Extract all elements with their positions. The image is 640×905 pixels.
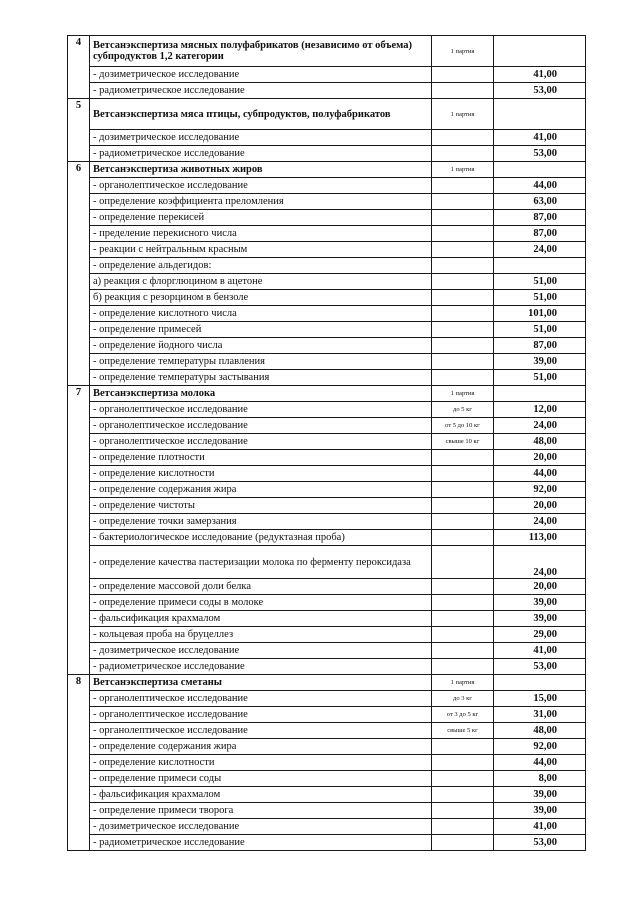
unit-cell: [432, 450, 494, 466]
price-cell: 53,00: [494, 146, 586, 162]
price-cell: 101,00: [494, 306, 586, 322]
price-cell: 87,00: [494, 210, 586, 226]
service-name: - определение коэффициента преломления: [90, 194, 432, 210]
unit-cell: [432, 194, 494, 210]
service-name: - определение примеси творога: [90, 803, 432, 819]
table-row: [68, 498, 586, 514]
table-row: [68, 787, 586, 803]
section-title: Ветсанэкспертиза молока: [90, 386, 432, 402]
service-name: - определение содержания жира: [90, 739, 432, 755]
price-cell: 24,00: [494, 546, 586, 579]
section-header-row: [68, 36, 586, 67]
unit-cell: [432, 755, 494, 771]
service-name: - дозиметрическое исследование: [90, 643, 432, 659]
unit-cell: [432, 274, 494, 290]
price-cell: 41,00: [494, 130, 586, 146]
price-cell: 41,00: [494, 643, 586, 659]
unit-cell: [432, 130, 494, 146]
service-name: - дозиметрическое исследование: [90, 819, 432, 835]
service-name: - органолептическое исследование: [90, 178, 432, 194]
service-name: - органолептическое исследование: [90, 723, 432, 739]
service-name: - определение перекисей: [90, 210, 432, 226]
unit-cell: 1 партия: [432, 386, 494, 402]
unit-cell: [432, 210, 494, 226]
service-name: - определение плотности: [90, 450, 432, 466]
price-cell: 51,00: [494, 322, 586, 338]
unit-cell: [432, 258, 494, 274]
table-row: [68, 771, 586, 787]
price-cell: 12,00: [494, 402, 586, 418]
unit-cell: [432, 514, 494, 530]
price-cell: 92,00: [494, 482, 586, 498]
table-row: [68, 178, 586, 194]
table-row: [68, 611, 586, 627]
price-cell: 20,00: [494, 579, 586, 595]
price-cell: 87,00: [494, 338, 586, 354]
table-row: [68, 514, 586, 530]
service-name: - определение точки замерзания: [90, 514, 432, 530]
price-cell: 41,00: [494, 67, 586, 83]
service-name: - органолептическое исследование: [90, 402, 432, 418]
price-cell: 20,00: [494, 498, 586, 514]
section-number: 7: [68, 386, 90, 675]
price-cell: 44,00: [494, 755, 586, 771]
section-number: 5: [68, 99, 90, 162]
service-name: - реакции с нейтральным красным: [90, 242, 432, 258]
price-cell: 51,00: [494, 370, 586, 386]
unit-cell: [432, 611, 494, 627]
price-cell: [494, 258, 586, 274]
table-row: [68, 482, 586, 498]
price-cell: 15,00: [494, 691, 586, 707]
unit-cell: [432, 83, 494, 99]
section-title: Ветсанэкспертиза животных жиров: [90, 162, 432, 178]
service-name: - определение кислотности: [90, 466, 432, 482]
service-name: - определение примесей: [90, 322, 432, 338]
table-row: [68, 146, 586, 162]
price-cell: 41,00: [494, 819, 586, 835]
unit-cell: [432, 595, 494, 611]
section-number: 8: [68, 675, 90, 851]
table-row: [68, 434, 586, 450]
table-row: [68, 242, 586, 258]
price-cell: 24,00: [494, 242, 586, 258]
price-cell: 51,00: [494, 290, 586, 306]
table-row: [68, 579, 586, 595]
service-name: - определение содержания жира: [90, 482, 432, 498]
table-row: [68, 803, 586, 819]
unit-cell: [432, 787, 494, 803]
table-row: [68, 530, 586, 546]
table-row: [68, 130, 586, 146]
unit-cell: [432, 530, 494, 546]
table-row: [68, 67, 586, 83]
section-header-row: [68, 162, 586, 178]
service-name: - определение примеси соды: [90, 771, 432, 787]
table-row: [68, 819, 586, 835]
price-cell: 92,00: [494, 739, 586, 755]
unit-cell: свыше 5 кг: [432, 723, 494, 739]
unit-cell: до 3 кг: [432, 691, 494, 707]
table-row: [68, 659, 586, 675]
table-row: [68, 402, 586, 418]
unit-cell: 1 партия: [432, 162, 494, 178]
unit-cell: [432, 579, 494, 595]
unit-cell: [432, 803, 494, 819]
table-row: [68, 338, 586, 354]
table-row: [68, 194, 586, 210]
unit-cell: [432, 370, 494, 386]
table-row: [68, 290, 586, 306]
table-row: [68, 354, 586, 370]
service-name: - определение температуры плавления: [90, 354, 432, 370]
unit-cell: [432, 226, 494, 242]
table-row: [68, 835, 586, 851]
unit-cell: [432, 627, 494, 643]
service-name: - определение массовой доли белка: [90, 579, 432, 595]
section-number: 4: [68, 36, 90, 99]
price-cell: 24,00: [494, 418, 586, 434]
unit-cell: [432, 498, 494, 514]
price-cell: 31,00: [494, 707, 586, 723]
price-cell: 39,00: [494, 611, 586, 627]
price-cell: [494, 675, 586, 691]
table-row: [68, 274, 586, 290]
service-name: - кольцевая проба на бруцеллез: [90, 627, 432, 643]
service-name: - органолептическое исследование: [90, 418, 432, 434]
price-table: [67, 35, 586, 851]
price-cell: 53,00: [494, 835, 586, 851]
service-name: - определение йодного числа: [90, 338, 432, 354]
service-name: - радиометрическое исследование: [90, 659, 432, 675]
table-row: [68, 258, 586, 274]
price-cell: 44,00: [494, 178, 586, 194]
unit-cell: [432, 643, 494, 659]
price-cell: 24,00: [494, 514, 586, 530]
unit-cell: 1 партия: [432, 675, 494, 691]
price-cell: 113,00: [494, 530, 586, 546]
table-row: [68, 450, 586, 466]
table-row: [68, 306, 586, 322]
price-cell: [494, 99, 586, 130]
unit-cell: [432, 819, 494, 835]
price-cell: 39,00: [494, 803, 586, 819]
service-name: - радиометрическое исследование: [90, 146, 432, 162]
table-row: [68, 755, 586, 771]
unit-cell: [432, 146, 494, 162]
unit-cell: [432, 67, 494, 83]
service-name: - определение кислотности: [90, 755, 432, 771]
service-name: - пределение перекисного числа: [90, 226, 432, 242]
table-row: [68, 691, 586, 707]
table-row: [68, 466, 586, 482]
price-cell: 39,00: [494, 787, 586, 803]
unit-cell: [432, 322, 494, 338]
service-name: - дозиметрическое исследование: [90, 130, 432, 146]
service-name: - радиометрическое исследование: [90, 835, 432, 851]
table-row: [68, 707, 586, 723]
price-cell: 53,00: [494, 83, 586, 99]
unit-cell: до 5 кг: [432, 402, 494, 418]
unit-cell: [432, 306, 494, 322]
table-row: [68, 210, 586, 226]
unit-cell: [432, 659, 494, 675]
price-cell: 29,00: [494, 627, 586, 643]
service-name: - органолептическое исследование: [90, 691, 432, 707]
price-cell: [494, 386, 586, 402]
unit-cell: [432, 466, 494, 482]
service-name: б) реакция с резорцином в бензоле: [90, 290, 432, 306]
unit-cell: [432, 771, 494, 787]
price-cell: 51,00: [494, 274, 586, 290]
table-row: [68, 370, 586, 386]
unit-cell: [432, 482, 494, 498]
service-name: а) реакция с флорглюцином в ацетоне: [90, 274, 432, 290]
service-name: - бактериологическое исследование (редуктазная проба): [90, 530, 432, 546]
section-header-row: [68, 675, 586, 691]
unit-cell: [432, 739, 494, 755]
unit-cell: [432, 338, 494, 354]
service-name: - определение альдегидов:: [90, 258, 432, 274]
service-name: - определение качества пастеризации молока по ферменту пероксидаза: [90, 546, 432, 579]
price-cell: 48,00: [494, 434, 586, 450]
table-row: [68, 418, 586, 434]
service-name: - определение кислотного числа: [90, 306, 432, 322]
price-cell: 39,00: [494, 595, 586, 611]
price-cell: 44,00: [494, 466, 586, 482]
price-cell: 53,00: [494, 659, 586, 675]
table-row: [68, 627, 586, 643]
section-title: Ветсанэкспертиза сметаны: [90, 675, 432, 691]
service-name: - органолептическое исследование: [90, 707, 432, 723]
unit-cell: [432, 835, 494, 851]
table-row: [68, 322, 586, 338]
unit-cell: от 3 до 5 кг: [432, 707, 494, 723]
service-name: - определение температуры застывания: [90, 370, 432, 386]
table-row: [68, 226, 586, 242]
table-row: [68, 546, 586, 579]
price-cell: 39,00: [494, 354, 586, 370]
section-header-row: [68, 386, 586, 402]
price-cell: 87,00: [494, 226, 586, 242]
section-number: 6: [68, 162, 90, 386]
service-name: - определение примеси соды в молоке: [90, 595, 432, 611]
table-row: [68, 595, 586, 611]
section-title: Ветсанэкспертиза мясных полуфабрикатов (независимо от объема) субпродуктов 1,2 категории: [90, 36, 432, 67]
price-cell: 63,00: [494, 194, 586, 210]
table-row: [68, 723, 586, 739]
unit-cell: [432, 546, 494, 579]
service-name: - органолептическое исследование: [90, 434, 432, 450]
unit-cell: свыше 10 кг: [432, 434, 494, 450]
service-name: - радиометрическое исследование: [90, 83, 432, 99]
service-name: - фальсификация крахмалом: [90, 611, 432, 627]
price-cell: 48,00: [494, 723, 586, 739]
unit-cell: [432, 242, 494, 258]
section-title: Ветсанэкспертиза мяса птицы, субпродуктов, полуфабрикатов: [90, 99, 432, 130]
price-cell: [494, 36, 586, 67]
price-cell: 8,00: [494, 771, 586, 787]
table-row: [68, 739, 586, 755]
unit-cell: [432, 178, 494, 194]
unit-cell: [432, 290, 494, 306]
section-header-row: [68, 99, 586, 130]
table-row: [68, 83, 586, 99]
unit-cell: [432, 354, 494, 370]
unit-cell: от 5 до 10 кг: [432, 418, 494, 434]
table-row: [68, 643, 586, 659]
price-cell: [494, 162, 586, 178]
service-name: - дозиметрическое исследование: [90, 67, 432, 83]
unit-cell: 1 партия: [432, 36, 494, 67]
service-name: - фальсификация крахмалом: [90, 787, 432, 803]
unit-cell: 1 партия: [432, 99, 494, 130]
service-name: - определение чистоты: [90, 498, 432, 514]
price-table-body: [68, 36, 586, 851]
price-cell: 20,00: [494, 450, 586, 466]
